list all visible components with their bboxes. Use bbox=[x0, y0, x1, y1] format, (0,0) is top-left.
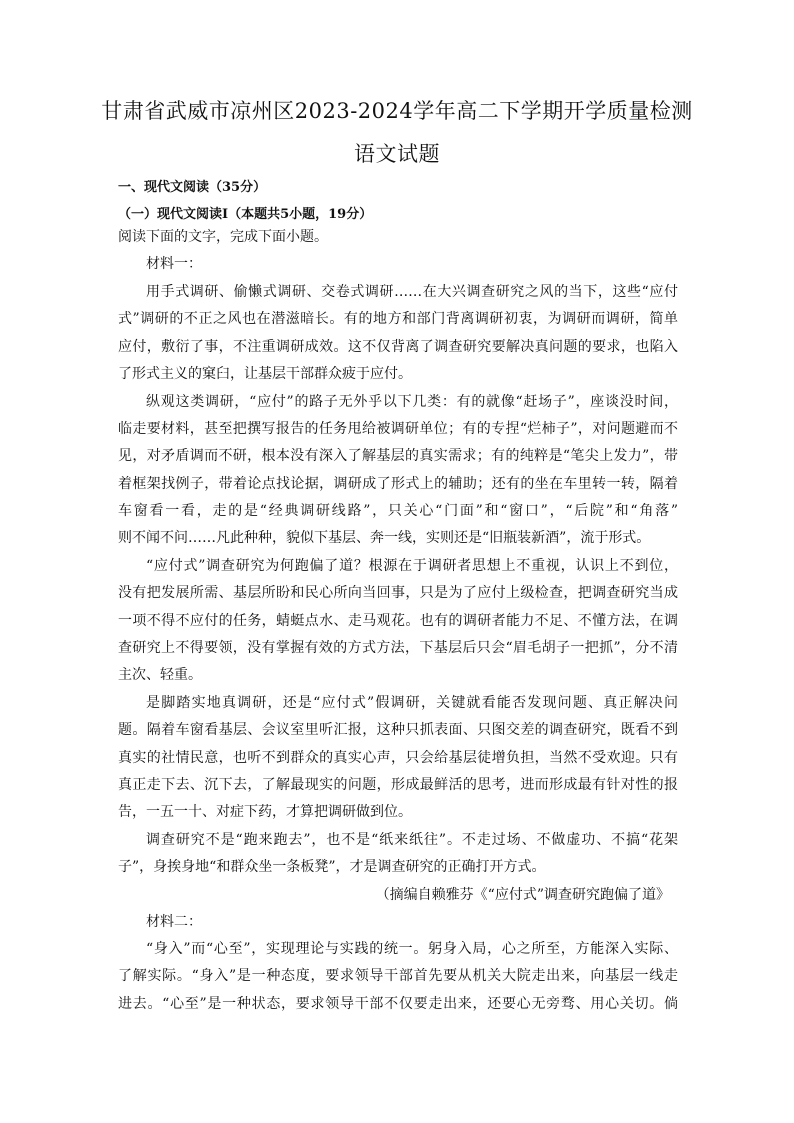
text-line: 查研究上不得要领，没有掌握有效的方式方法，下基层后只会“眉毛胡子一把抓”，分不清 bbox=[118, 640, 678, 656]
text-line: 没有把发展所需、基层所盼和民心所向当回事，只是为了应付上级检查，把调查研究当成 bbox=[118, 585, 678, 601]
text-line: 应付，敷衍了事，不注重调研成效。这不仅背离了调查研究要解决真问题的要求，也陷入 bbox=[118, 339, 678, 355]
instruction-text: 阅读下面的文字，完成下面小题。 bbox=[118, 229, 328, 245]
text-line: 调查研究不是“跑来跑去”，也不是“纸来纸往”。不走过场、不做虚功、不搞“花架 bbox=[146, 832, 678, 848]
text-line: “身入”而“心至”，实现理论与实践的统一。躬身入局，心之所至，方能深入实际、 bbox=[146, 941, 678, 957]
text-line: 了解实际。“身入”是一种态度，要求领导干部首先要从机关大院走出来，向基层一线走 bbox=[118, 968, 678, 984]
text-line: 纵观这类调研，“应付”的路子无外乎以下几类：有的就像“赶场子”，座谈没时间， bbox=[146, 394, 678, 410]
document-subtitle: 语文试题 bbox=[354, 142, 440, 166]
document-title: 甘肃省武威市凉州区2023-2024学年高二下学期开学质量检测 bbox=[101, 99, 693, 123]
text-line: 式”调研的不正之风也在潜滋暗长。有的地方和部门背离调研初衷，为调研而调研，简单 bbox=[118, 311, 678, 327]
text-line: 一项不得不应付的任务，蜻蜓点水、走马观花。也有的调研者能力不足、不懂方法，在调 bbox=[118, 613, 678, 629]
material2-label: 材料二： bbox=[146, 914, 202, 930]
text-line: 着框架找例子，带着论点找论据，调研成了形式上的辅助；还有的坐在车里转一转，隔着 bbox=[118, 476, 678, 492]
text-line: “应付式”调查研究为何跑偏了道？根源在于调研者思想上不重视，认识上不到位， bbox=[146, 558, 678, 574]
text-line: 车窗看一看，走的是“经典调研线路”，只关心“门面”和“窗口”，“后院”和“角落” bbox=[118, 503, 678, 519]
material1-label: 材料一： bbox=[146, 256, 202, 272]
source-citation: （摘编自赖雅芬《“应付式”调查研究跑偏了道》 bbox=[375, 887, 670, 903]
section-heading-1: 一、现代文阅读（35分） bbox=[118, 180, 267, 195]
text-line: 子”，身挨身地“和群众坐一条板凳”，才是调查研究的正确打开方式。 bbox=[118, 859, 546, 875]
text-line: 进去。“心至”是一种状态，要求领导干部不仅要走出来，还要心无旁骛、用心关切。倘 bbox=[118, 996, 678, 1012]
text-line: 临走要材料，甚至把撰写报告的任务甩给被调研单位；有的专捏“烂柿子”，对问题避而不 bbox=[118, 421, 678, 437]
text-line: 真实的社情民意，也听不到群众的真实心声，只会给基层徒增负担，当然不受欢迎。只有 bbox=[118, 750, 678, 766]
text-line: 是脚踏实地真调研，还是“应付式”假调研，关键就看能否发现问题、真正解决问 bbox=[146, 695, 678, 711]
text-line: 告，一五一十、对症下药，才算把调研做到位。 bbox=[118, 804, 412, 820]
section-heading-2: （一）现代文阅读Ⅰ（本题共5小题，19分） bbox=[118, 207, 373, 222]
text-line: 真正走下去、沉下去，了解最现实的问题，形成最鲜活的思考，进而形成最有针对性的报 bbox=[118, 777, 678, 793]
text-line: 了形式主义的窠臼，让基层干部群众疲于应付。 bbox=[118, 366, 412, 382]
text-line: 见，对矛盾调而不研，根本没有深入了解基层的真实需求；有的纯粹是“笔尖上发力”，带 bbox=[118, 448, 678, 464]
text-line: 题。隔着车窗看基层、会议室里听汇报，这种只抓表面、只图交差的调查研究，既看不到 bbox=[118, 722, 678, 738]
text-line: 则不闻不问……凡此种种，貌似下基层、奔一线，实则还是“旧瓶装新酒”，流于形式。 bbox=[118, 530, 651, 546]
text-line: 主次、轻重。 bbox=[118, 667, 202, 683]
text-line: 用手式调研、偷懒式调研、交卷式调研……在大兴调查研究之风的当下，这些“应付 bbox=[146, 284, 678, 300]
